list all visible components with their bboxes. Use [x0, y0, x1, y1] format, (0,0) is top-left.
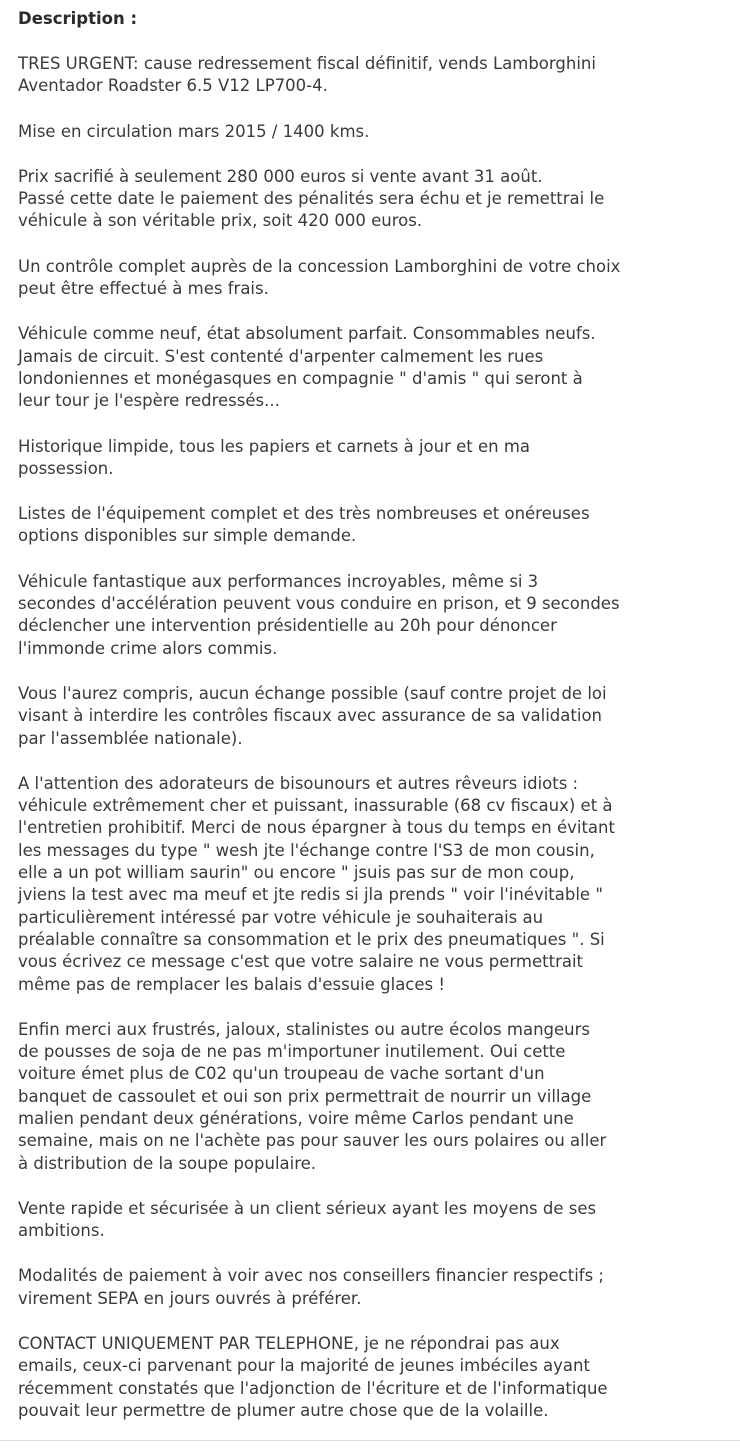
- paragraph-payment: Modalités de paiement à voir avec nos conseillers financier respectifs ; virement SEPA en jours ouvrés à préférer.: [18, 1266, 604, 1308]
- paragraph-condition: Véhicule comme neuf, état absolument parfait. Consommables neufs. Jamais de circuit. S'est contenté d'arpenter calmement les rues londoniennes et monégasques en compagnie " d'amis " qui seront à leur tour je l'espère redressés...: [18, 324, 596, 411]
- paragraph-warning: A l'attention des adorateurs de bisounours et autres rêveurs idiots : véhicule extrêmement cher et puissant, inassurable (68 cv fiscaux) et à l'entretien prohibitif. Merci de nous épargner à tous du temps en évitant les messages du type " wesh jte l'échange contre l'S3 de mon cousin, elle a un pot william saurin" ou encore " jsuis pas sur de mon coup, jviens la test avec ma meuf et jte redis si jla prends " voir l'inévitable " particulièrement intéressé par votre véhicule je souhaiterais au préalable connaître sa consommation et le prix des pneumatiques ". Si vous écrivez ce message c'est que votre salaire ne vous permettrait même pas de remplacer les balais d'essuie glaces !: [18, 773, 615, 994]
- paragraph-contact: CONTACT UNIQUEMENT PAR TELEPHONE, je ne répondrai pas aux emails, ceux-ci parvenant pour la majorité de jeunes imbéciles ayant récemment constatés que l'adjonction de l'écriture et de l'informatique pouvait leur permettre de plumer autre chose que de la volaille.: [18, 1334, 608, 1420]
- paragraph-quick-sale: Vente rapide et sécurisée à un client sérieux ayant les moyens de ses ambitions.: [18, 1198, 597, 1241]
- paragraph-equipment: Listes de l'équipement complet et des très nombreuses et onéreuses options disponibles sur simple demande.: [18, 504, 590, 546]
- paragraph-inspection: Un contrôle complet auprès de la concession Lamborghini de votre choix peut être effectué à mes frais.: [18, 256, 621, 299]
- paragraph-price: Prix sacrifié à seulement 280 000 euros si vente avant 31 août. Passé cette date le paiement des pénalités sera échu et je remettrai le véhicule à son véritable prix, soit 420 000 euros.: [18, 166, 605, 231]
- paragraph-registration: Mise en circulation mars 2015 / 1400 kms.: [18, 121, 370, 141]
- paragraph-urgent-sale: TRES URGENT: cause redressement fiscal définitif, vends Lamborghini Aventador Roadster 6.5 V12 LP700-4.: [18, 54, 596, 96]
- paragraph-critics: Enfin merci aux frustrés, jaloux, stalinistes ou autre écolos mangeurs de pousses de soja de ne pas m'importuner inutilement. Oui cette voiture émet plus de C02 qu'un troupeau de vache sortant d'un banquet de cassoulet et oui son prix permettrait de nourrir un village malien pendant deux générations, voire même Carlos pendant une semaine, mais on ne l'achète pas pour sauver les ours polaires ou aller à distribution de la soupe populaire.: [18, 1019, 607, 1173]
- paragraph-history: Historique limpide, tous les papiers et carnets à jour et en ma possession.: [18, 436, 531, 478]
- description-section: [18, 8, 734, 1445]
- description-body: [18, 53, 734, 1422]
- description-heading: Description :: [18, 9, 138, 28]
- paragraph-performance: Véhicule fantastique aux performances incroyables, même si 3 secondes d'accélération peuvent vous conduire en prison, et 9 secondes déclencher une intervention présidentielle au 20h pour dénoncer l'immonde crime alors commis.: [18, 571, 620, 658]
- paragraph-no-exchange: Vous l'aurez compris, aucun échange possible (sauf contre projet de loi visant à interdire les contrôles fiscaux avec assurance de sa validation par l'assemblée nationale).: [18, 683, 607, 748]
- bottom-divider: [0, 1440, 740, 1441]
